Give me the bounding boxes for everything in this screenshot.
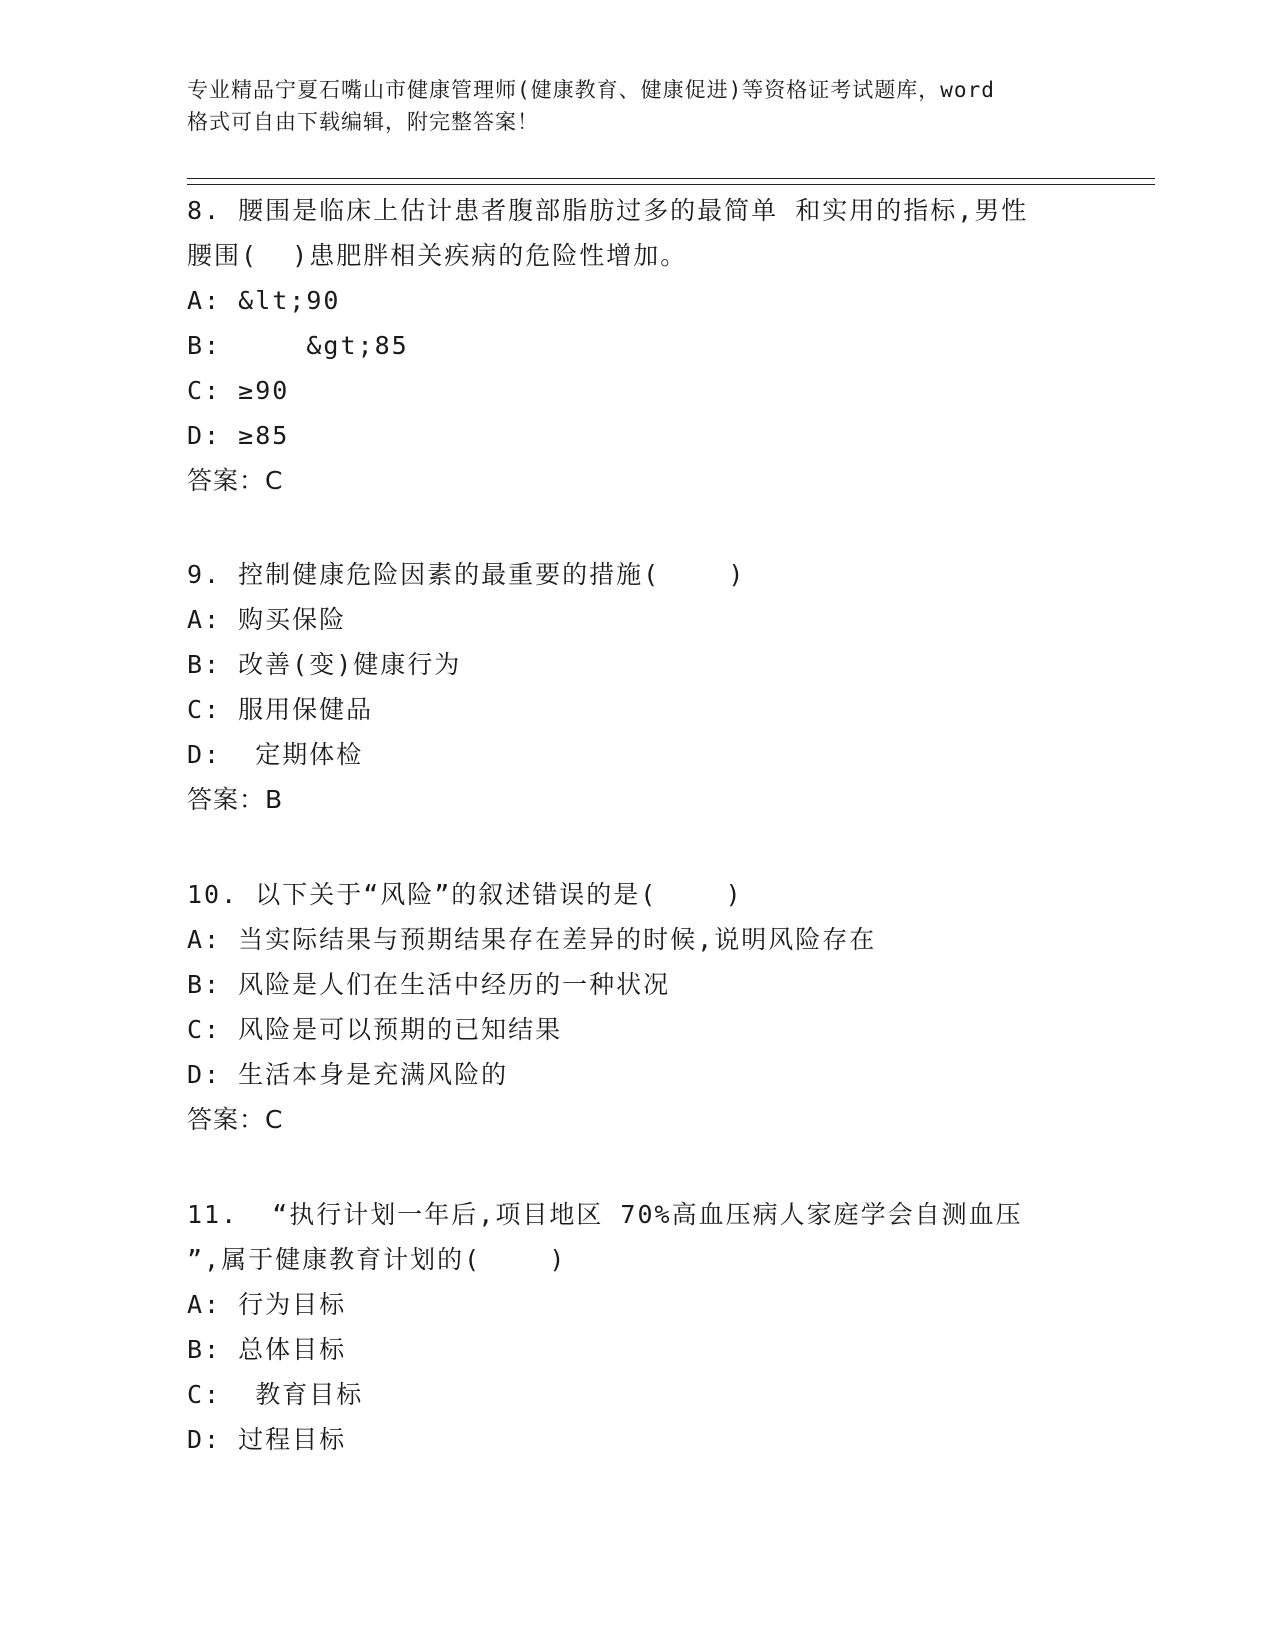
option-b: B: 风险是人们在生活中经历的一种状况 [187, 970, 671, 999]
option-c: C: ≥90 [187, 376, 290, 405]
answer-label: 答案：B [187, 785, 284, 814]
question-stem: 9. 控制健康危险因素的最重要的措施( ) [187, 560, 746, 589]
question-stem: 11. “执行计划一年后,项目地区 70%高血压病人家庭学会自测血压 [187, 1200, 1023, 1229]
question-10 [187, 872, 1127, 1142]
question-stem: ”,属于健康教育计划的( ) [187, 1245, 567, 1274]
document-header [187, 74, 1087, 138]
option-d: D: 过程目标 [187, 1425, 347, 1454]
header-divider-top [187, 178, 1155, 179]
question-stem: 10. 以下关于“风险”的叙述错误的是( ) [187, 880, 743, 909]
question-8 [187, 188, 1127, 503]
option-a: A: 购买保险 [187, 605, 347, 634]
option-c: C: 服用保健品 [187, 695, 374, 724]
option-a: A: &lt;90 [187, 286, 341, 315]
option-d: D: 定期体检 [187, 740, 364, 769]
option-a: A: 当实际结果与预期结果存在差异的时候,说明风险存在 [187, 925, 877, 954]
option-c: C: 教育目标 [187, 1380, 364, 1409]
header-line-2: 格式可自由下载编辑，附完整答案！ [187, 110, 539, 134]
option-d: D: ≥85 [187, 421, 290, 450]
option-b: B: &gt;85 [187, 331, 409, 360]
option-a: A: 行为目标 [187, 1290, 347, 1319]
option-d: D: 生活本身是充满风险的 [187, 1060, 509, 1089]
question-stem: 腰围( )患肥胖相关疾病的危险性增加。 [187, 241, 688, 270]
option-c: C: 风险是可以预期的已知结果 [187, 1015, 563, 1044]
option-b: B: 总体目标 [187, 1335, 347, 1364]
header-divider-bottom [187, 184, 1155, 185]
option-b: B: 改善(变)健康行为 [187, 650, 462, 679]
question-9 [187, 552, 1127, 822]
header-line-1: 专业精品宁夏石嘴山市健康管理师(健康教育、健康促进)等资格证考试题库，word [187, 78, 995, 102]
question-stem: 8. 腰围是临床上估计患者腹部脂肪过多的最简单 和实用的指标,男性 [187, 196, 1029, 225]
answer-label: 答案：C [187, 466, 284, 495]
answer-label: 答案：C [187, 1105, 284, 1134]
question-11 [187, 1192, 1127, 1462]
